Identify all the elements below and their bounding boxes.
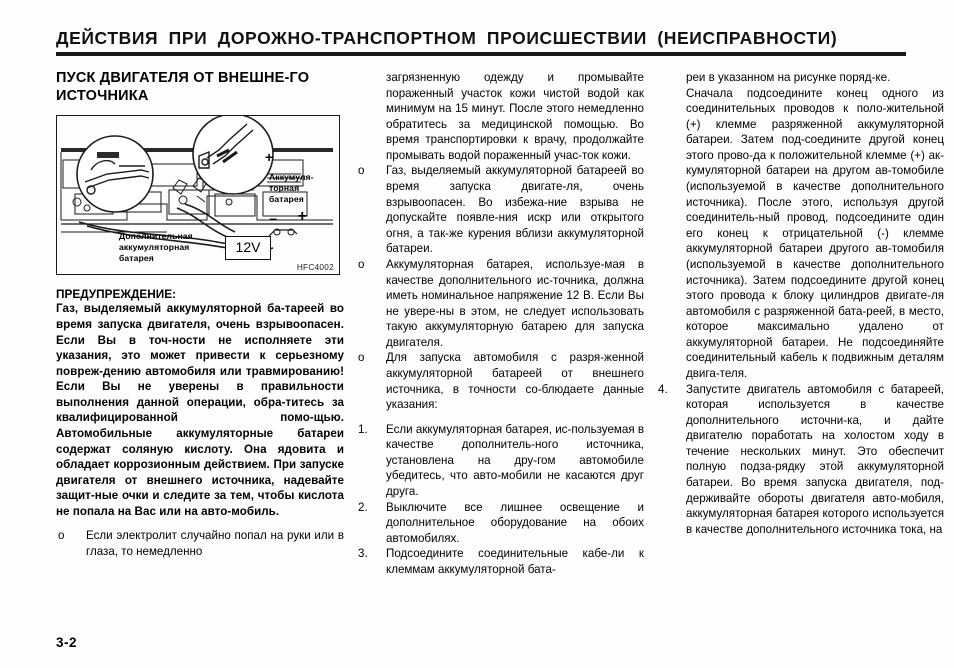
continued-paragraph: реи в указанном на рисунке поряд-ке. [686,71,891,84]
list-item [356,500,644,547]
page-header [56,28,906,56]
figure-label-aux-battery: Дополнительная аккумуляторная батарея [119,231,193,264]
step-text: Запустите двигатель автомобиля с батареей, которая используется в качестве дополнительного источни-ка, и дайте двигателю поработать на холостом ходу в течение нескольких минут. Это обеспечит полную подза-рядку этой аккумуляторной батареи. Во время запуска двигателя, под-держивайте обороты двигателя авто-мобиля, аккумуляторная батарея которого используется в качестве дополнительного источника тока, на [686,382,944,536]
page-number: 3-2 [56,635,78,650]
step-text: Подсоедините соединительные кабе-ли к клеммам аккумуляторной бата- [386,547,644,576]
list-item [356,546,644,577]
bullet-text: Аккумуляторная батарея, используе-мая в качестве дополнительного ис-точника, должна иметь номинальное напряжение 12 В. Если Вы не увере-ны в этом, не следует использовать такую аккумуляторную батарею для запуска двигателя. [386,257,644,349]
step-marker: 2. [358,500,368,514]
three-column-body [56,70,942,630]
list-item [656,382,944,538]
right-column [656,70,944,630]
step-text: Если аккумуляторная батарея, ис-пользуемая в качестве дополнитель-ного источника, установлена на дру-гом автомобиле убедитесь, что авто-мобили не касаются друг друга. [386,422,644,499]
step-marker: 4. [658,382,668,396]
section-heading: ПУСК ДВИГАТЕЛЯ ОТ ВНЕШНЕ-ГО ИСТОЧНИКА [56,70,310,104]
step-text: Выключите все лишнее освещение и дополнительное оборудование на обоих автомобилях. [386,500,644,545]
step-marker: 3. [358,547,368,561]
header-divider-rule [56,52,906,56]
warning-title: ПРЕДУПРЕЖДЕНИЕ: [56,287,177,302]
list-item [356,422,644,500]
list-item [356,350,644,412]
figure-label-battery: Аккумуля-торная батарея [269,172,314,205]
bullet-marker: o [358,351,365,365]
page-footer [56,635,77,650]
bullet-text: Для запуска автомобиля с разря-женной аккумуляторной батареей от внешнего источника, в точности со-блюдаете данные указания: [386,351,644,412]
warning-paragraph: Газ, выделяемый аккумуляторной ба-тареей во время запуска двигателя, очень взрывоопасен. Если Вы в точ-ности не исполняете эти указания, это может привести к серьезному повреж-дению автомобиля или травмированию! Если Вы не уверены в правильности выполнения данной операции, обра-титесь за квалифицированной помо-щью. Автомобильные аккумуляторные батареи содержат соляную кислоту. Она ядовита и обладает коррозионным действием. При запуске двигателя от внешнего источника, надевайте защит-ные очки и следите за тем, чтобы кислота не попала на Вас или на авто-мобиль. [56,302,344,518]
list-item [356,257,644,350]
page-header-title: ДЕЙСТВИЯ ПРИ ДОРОЖНО-ТРАНСПОРТНОМ ПРОИСШЕСТВИИ (НЕИСПРАВНОСТИ) [56,28,838,48]
bullet-text: Если электролит случайно попал на руки или в глаза, то немедленно [86,529,344,559]
continued-paragraph: загрязненную одежду и промывайте пораженный участок кожи чистой водой как минимум на 15 минут. После этого немедленно обратитесь за медицинской помощью. Во время транспортировки к врачу, продолжайте промывать водой пораженный учас-ток кожи. [386,71,644,162]
list-item [356,163,644,256]
figure-minus-sign: – [269,210,277,227]
bullet-marker: o [358,164,365,178]
list-item [56,528,344,559]
bullet-text: Газ, выделяемый аккумуляторной батареей во время запуска двигате-ля, очень взрывоопасен. Во избежа-ние взрыва не допускайте появле-ния искр или открытого огня, а так-же курения вблизи аккумуляторной батареи. [386,164,644,256]
figure-inset-plus-sign: + [265,149,274,166]
jump-start-diagram-figure [56,115,340,275]
left-column [56,70,344,630]
bullet-marker: o [58,529,65,543]
middle-column [356,70,644,630]
bullet-marker: o [358,257,365,271]
figure-plus-sign: + [297,208,307,226]
figure-code-label: HFC4002 [296,263,334,273]
continued-body-paragraph: Сначала подсоедините конец одного из соединительных проводов к поло-жительной (+) клемме разряженной аккумуляторной батареи. Затем под-соедините другой конец этого прово-да к положительной клемме (+) ак-кумуляторной батареи на другом ав-томобиле (используемой в качестве дополнительного источника). После этого, используя другой соединитель-ный провод, подсоедините один его конец к отрицательной (-) клемме аккумуляторной батареи другого ав-томобиля (используемой в качестве дополнительного источника). Затем подсоедините другой конец этого провода к блоку цилиндров двигате-ля автомобиля с разряженной бата-реей, в место, которое максимально удалено от аккумуляторной батареи. Не подсоединяйте соединительный кабель к подвижным деталям двига-теля. [686,86,944,380]
step-marker: 1. [358,422,368,436]
figure-battery-voltage-box: 12V [225,236,271,260]
